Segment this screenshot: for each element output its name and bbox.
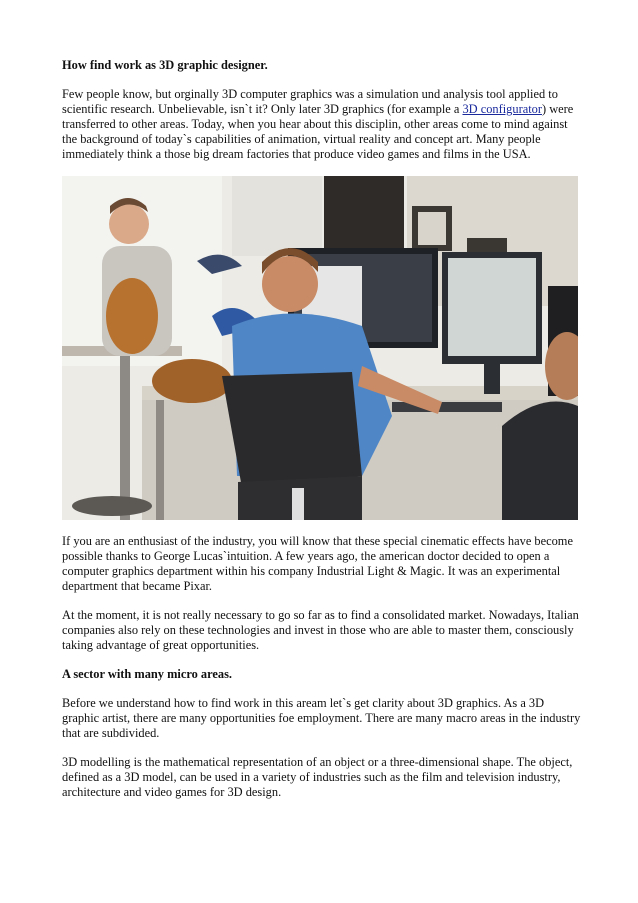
intro-text-start: Few people know, but orginally 3D computer graphics was a simulation und analysis tool applied to scientific research. Unbelievable, isn`t it? Only later 3D graphics (for example a <box>62 87 558 116</box>
intro-text-end: ) were transferred to other areas. Today, when you hear about this disciplin, other areas come to mind against the background of today`s capabilities of animation, virtual reality and concept art. Many people immediately think a those big dream factories that produce video games and films in the USA. <box>62 102 574 161</box>
lucas-paragraph: If you are an enthusiast of the industry, you will know that these special cinematic effects have become possible thanks to George Lucas`intuition. A few years ago, the american doctor decided to open a computer graphics department within his company Industrial Light & Magic. It was an experimental department that became Pixar. <box>62 534 573 593</box>
sector-subheading: A sector with many micro areas. <box>62 667 233 681</box>
article-heading: How find work as 3D graphic designer. <box>62 58 268 72</box>
document-page <box>62 58 582 814</box>
3d-configurator-link[interactable]: 3D configurator <box>462 102 542 116</box>
market-paragraph: At the moment, it is not really necessary to go so far as to find a consolidated market. Nowadays, Italian companies also rely on these technologies and invest in those who are able to master them, consciously taking advantage of great opportunities. <box>62 608 579 652</box>
sector-paragraph: Before we understand how to find work in this aream let`s get clarity about 3D graphics. As a 3D graphic artist, there are many opportunities foe employment. There are many macro areas in the industry that are subdivided. <box>62 696 581 740</box>
office-photo <box>62 176 578 520</box>
intro-paragraph <box>62 87 582 162</box>
modelling-paragraph: 3D modelling is the mathematical representation of an object or a three-dimensional shape. The object, defined as a 3D model, can be used in a variety of industries such as the film and television industry, architecture and video games for 3D design. <box>62 755 573 799</box>
